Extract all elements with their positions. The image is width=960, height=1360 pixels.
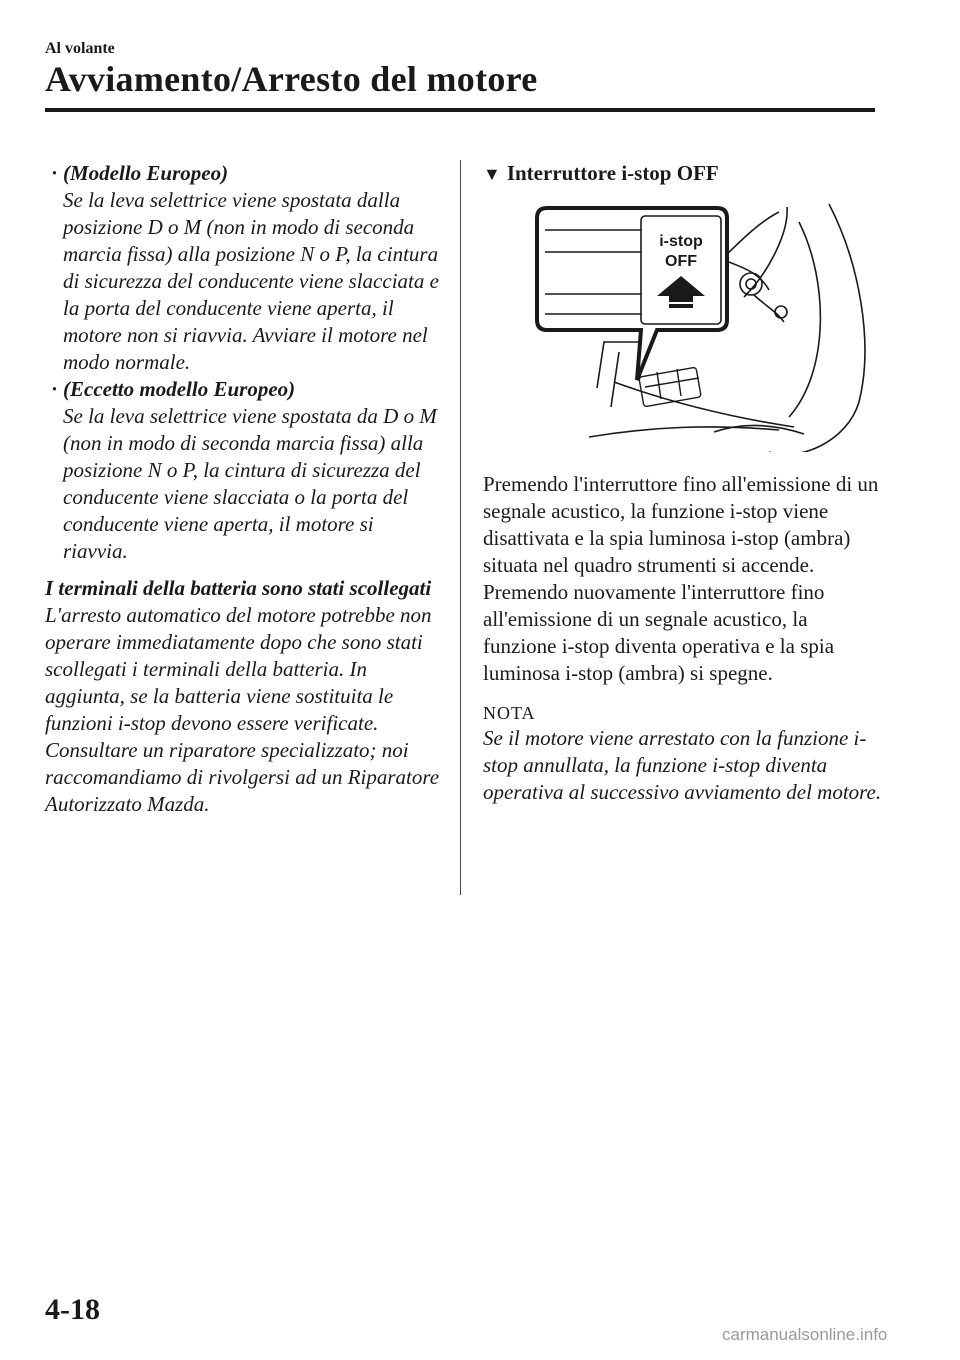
istop-off-heading (483, 160, 883, 188)
column-divider (460, 160, 461, 895)
note-label: NOTA (483, 703, 536, 723)
bullet-body: Se la leva selettrice viene spostata da D o M (non in modo di seconda marcia fissa) alla posizione N o P, la cintura di sicurezza del conducente viene slacciata o la porta del conducente viene aperta, il motore si riavvia. (63, 404, 437, 563)
istop-off-body: Premendo l'interruttore fino all'emissione di un segnale acustico, la funzione i-stop viene disattivata e la spia luminosa i-stop (ambra) situata nel quadro strumenti si accende. Premendo nuovamente l'interruttore fino all'emissione di un segnale acustico, la funzione i-stop diventa operativa e la spia luminosa i-stop (ambra) si spegne. (483, 472, 879, 685)
battery-body: L'arresto automatico del motore potrebbe non operare immediatamente dopo che sono stati scollegati i terminali della batteria. In aggiunta, se la batteria viene sostituita le funzioni i-stop devono essere verificate. Consultare un riparatore specializzato; noi raccomandiamo di rivolgersi ad un Riparatore Autorizzato Mazda. (45, 603, 440, 816)
note-body: Se il motore viene arrestato con la funzione i-stop annullata, la funzione i-stop diventa operativa al successivo avviamento del motore. (483, 726, 882, 804)
battery-heading: I terminali della batteria sono stati scollegati (45, 576, 432, 600)
page-number: 4-18 (45, 1293, 100, 1326)
bullet-item-non-european (45, 376, 440, 565)
bullet-dot-icon: · (51, 161, 59, 185)
bullet-heading: (Modello Europeo) (63, 161, 229, 185)
istop-off-heading-text: Interruttore i-stop OFF (506, 161, 719, 185)
left-column (45, 160, 440, 818)
bullet-body: Se la leva selettrice viene spostata dalla posizione D o M (non in modo di seconda marcia fissa) alla posizione N o P, la cintura di sicurezza del conducente viene slacciata e la porta del conducente viene aperta, il motore non si riavvia. Avviare il motore nel modo normale. (63, 188, 439, 374)
istop-switch-illustration (529, 202, 887, 452)
triangle-down-icon: ▼ (483, 164, 501, 184)
bullet-dot-icon: · (51, 377, 59, 401)
watermark: carmanualsonline.info (722, 1325, 888, 1344)
istop-label-line1: i-stop (659, 233, 703, 250)
section-kicker: Al volante (45, 40, 115, 57)
page-title: Avviamento/Arresto del motore (45, 59, 538, 99)
bullet-item-european (45, 160, 440, 376)
header-rule (45, 108, 875, 112)
right-column (483, 160, 883, 806)
istop-label-line2: OFF (665, 253, 697, 270)
bullet-heading: (Eccetto modello Europeo) (63, 377, 296, 401)
